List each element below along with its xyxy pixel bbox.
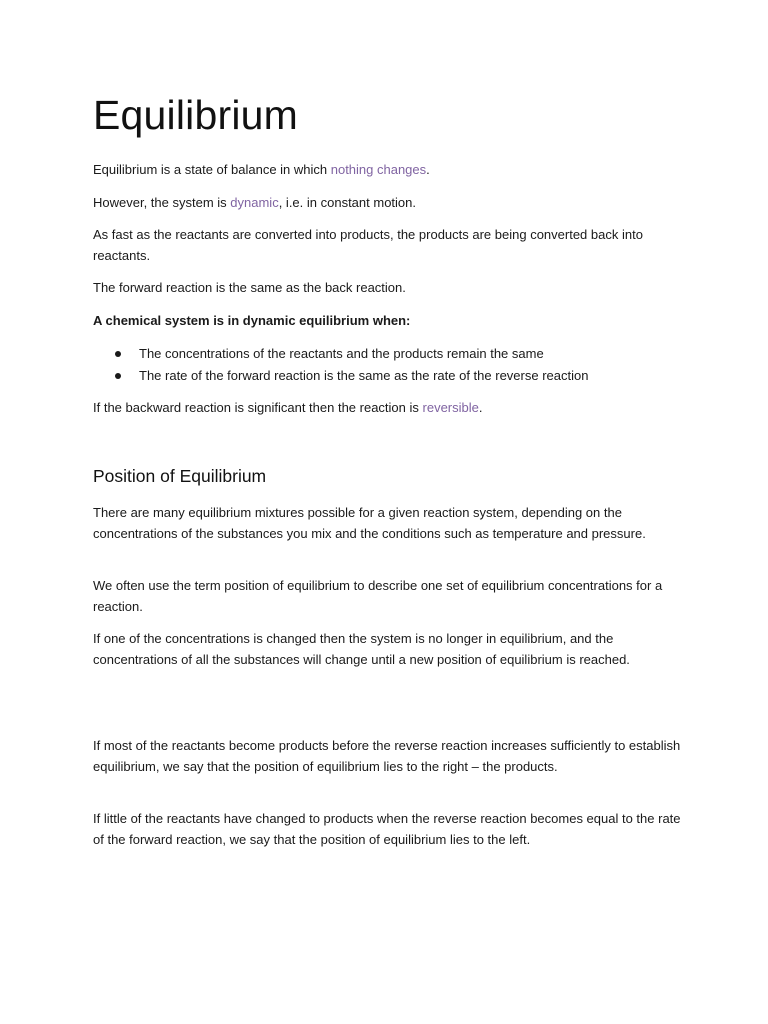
intro-paragraph-4: The forward reaction is the same as the back reaction. — [93, 280, 406, 295]
section-paragraph-1: There are many equilibrium mixtures possible for a given reaction system, depending on the concentrations of the substances you mix and the conditions such as temperature and pressure. — [93, 505, 646, 541]
section-paragraph-5: If little of the reactants have changed to products when the reverse reaction becomes equal to the rate of the forward reaction, we say that the position of equilibrium lies to the left. — [93, 811, 681, 847]
intro-paragraph-6 — [93, 398, 683, 419]
section-heading: Position of Equilibrium — [93, 466, 267, 486]
highlighted-term: reversible — [422, 400, 479, 415]
section-paragraph-3: If one of the concentrations is changed then the system is no longer in equilibrium, and the concentrations of all the substances will change until a new position of equilibrium is reached. — [93, 631, 630, 667]
intro-paragraph-5: A chemical system is in dynamic equilibrium when: — [93, 313, 411, 328]
list-item-text: The rate of the forward reaction is the same as the rate of the reverse reaction — [139, 368, 589, 383]
intro-paragraph-1 — [93, 160, 683, 181]
section-paragraph-2: We often use the term position of equilibrium to describe one set of equilibrium concentrations for a reaction. — [93, 578, 663, 614]
text-run: . — [478, 400, 483, 415]
text-run: If the backward reaction is significant then the reaction is — [93, 400, 423, 415]
highlighted-term: nothing changes — [330, 162, 427, 177]
text-run: . — [426, 162, 430, 177]
intro-paragraph-2 — [93, 193, 683, 214]
list-item-text: The concentrations of the reactants and the products remain the same — [139, 346, 544, 361]
text-run: , i.e. in constant motion. — [278, 195, 416, 210]
list-item — [93, 343, 683, 365]
text-run: However, the system is — [93, 195, 231, 210]
bullet-icon — [115, 373, 121, 379]
list-item — [93, 365, 683, 387]
section-paragraph-4: If most of the reactants become products before the reverse reaction increases sufficiently to establish equilibrium, we say that the position of equilibrium lies to the right – the products. — [93, 738, 681, 774]
bullet-list — [93, 343, 683, 387]
bullet-icon — [115, 351, 121, 357]
highlighted-term: dynamic — [230, 195, 279, 210]
intro-paragraph-3: As fast as the reactants are converted into products, the products are being converted back into reactants. — [93, 227, 643, 263]
text-run: Equilibrium is a state of balance in which — [93, 162, 331, 177]
document-title: Equilibrium — [93, 92, 298, 138]
